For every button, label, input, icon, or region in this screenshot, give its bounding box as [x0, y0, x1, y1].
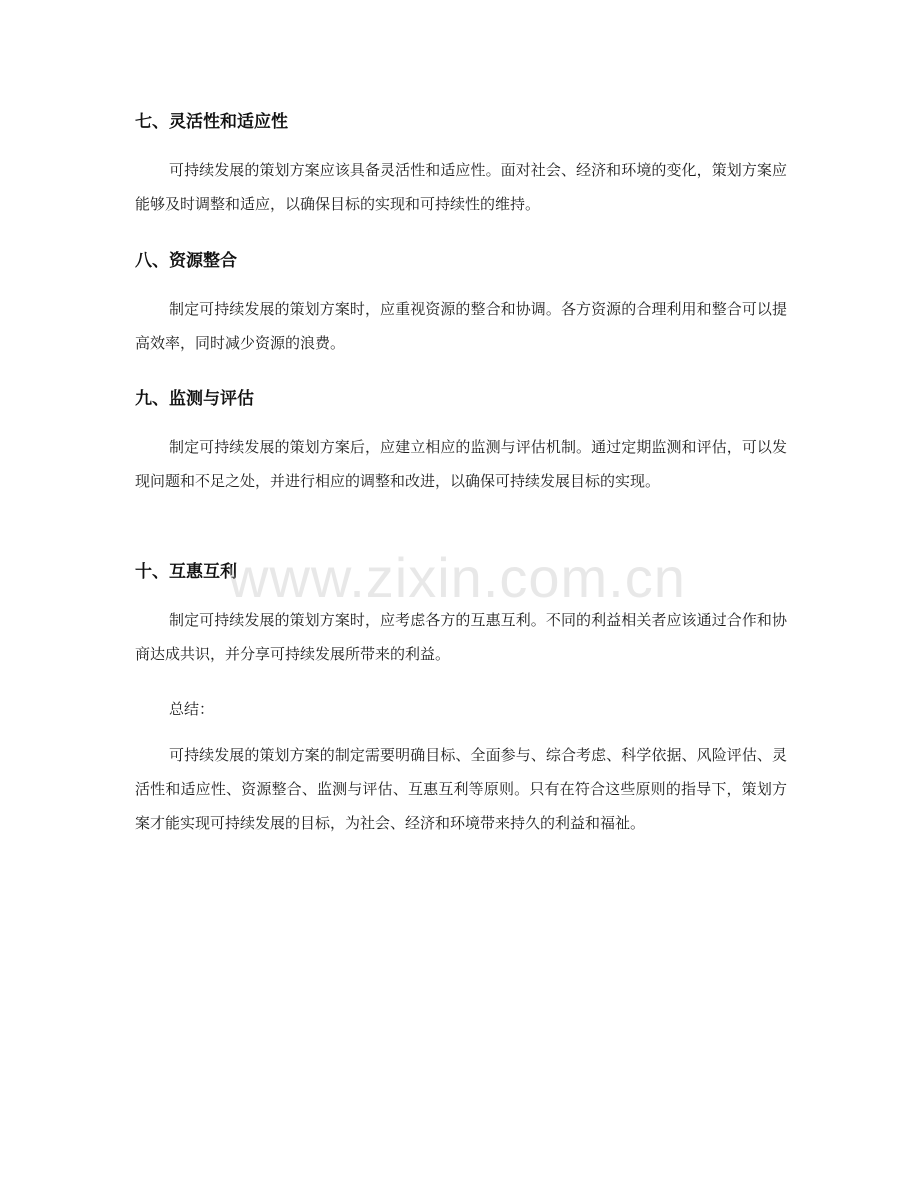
summary-paragraph: 可持续发展的策划方案的制定需要明确目标、全面参与、综合考虑、科学依据、风险评估、灵活性和适应性、资源整合、监测与评估、互惠互利等原则。只有在符合这些原则的指导下，策划方案才能实现可持续发展的目标，为社会、经济和环境带来持久的利益和福祉。 — [135, 746, 787, 832]
section-paragraph-10: 制定可持续发展的策划方案时，应考虑各方的互惠互利。不同的利益相关者应该通过合作和协商达成共识，并分享可持续发展所带来的利益。 — [135, 611, 787, 663]
section-heading-10: 十、互惠互利 — [135, 562, 237, 582]
section-heading-9: 九、监测与评估 — [135, 389, 254, 409]
section-paragraph-9: 制定可持续发展的策划方案后，应建立相应的监测与评估机制。通过定期监测和评估，可以发现问题和不足之处，并进行相应的调整和改进，以确保可持续发展目标的实现。 — [135, 438, 787, 490]
section-paragraph-7: 可持续发展的策划方案应该具备灵活性和适应性。面对社会、经济和环境的变化，策划方案应能够及时调整和适应，以确保目标的实现和可持续性的维持。 — [135, 161, 787, 213]
watermark: www.zixin.com.cn — [228, 546, 686, 609]
section-heading-7: 七、灵活性和适应性 — [135, 112, 288, 132]
summary-label: 总结： — [169, 700, 215, 718]
section-paragraph-8: 制定可持续发展的策划方案时，应重视资源的整合和协调。各方资源的合理利用和整合可以提高效率，同时减少资源的浪费。 — [135, 300, 787, 352]
section-heading-8: 八、资源整合 — [135, 251, 237, 271]
